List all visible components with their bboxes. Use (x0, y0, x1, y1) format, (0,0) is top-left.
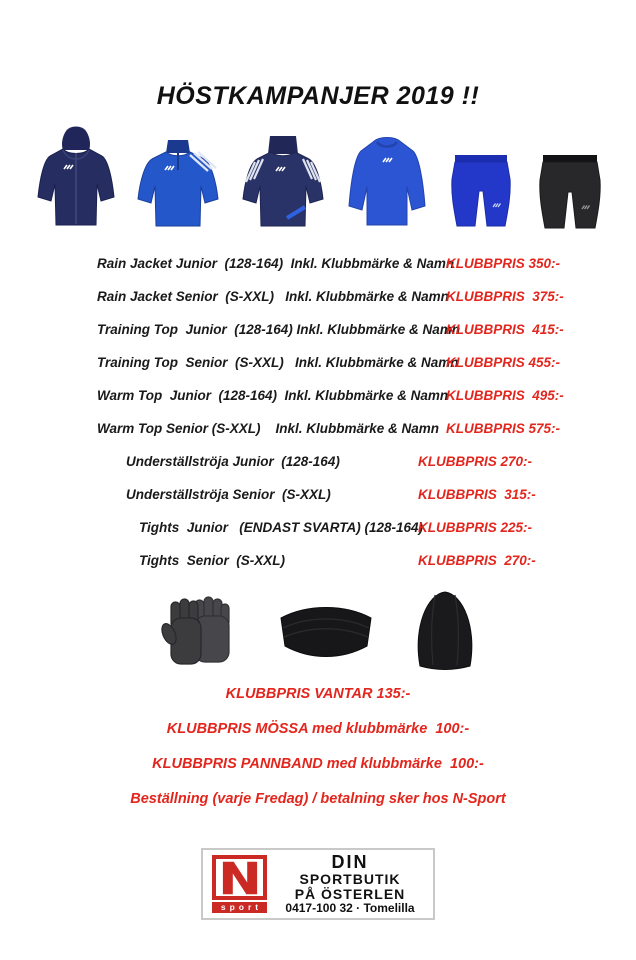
headband-image (273, 596, 379, 660)
club-price: KLUBBPRIS 225:- (418, 520, 533, 535)
price-row (0, 478, 636, 511)
rain-jacket-image (30, 126, 122, 233)
promo-line-pannband: KLUBBPRIS PANNBAND med klubbmärke 100:- (152, 756, 484, 772)
club-price: KLUBBPRIS 575:- (446, 421, 561, 436)
item-label: Rain Jacket Junior (128-164) Inkl. Klubbmärke & Namn (97, 256, 455, 271)
price-row (0, 412, 636, 445)
nsport-logo-mark (212, 855, 267, 913)
beanie-image (409, 586, 481, 670)
baselayer-shirt-image (339, 126, 435, 233)
logo-line-phone: 0417-100 32 · Tomelilla (285, 901, 415, 916)
club-price: KLUBBPRIS 415:- (446, 322, 564, 337)
logo-line-din: DIN (331, 851, 369, 872)
club-price: KLUBBPRIS 270:- (418, 553, 536, 568)
price-row (0, 313, 636, 346)
training-top-image (128, 126, 228, 233)
promo-lines (0, 677, 636, 817)
page-title: HÖSTKAMPANJER 2019 !! (156, 82, 480, 110)
price-row (0, 280, 636, 313)
price-row (0, 544, 636, 577)
club-price: KLUBBPRIS 315:- (418, 487, 536, 502)
item-label: Rain Jacket Senior (S-XXL) Inkl. Klubbmärke & Namn (97, 289, 449, 304)
price-row (0, 445, 636, 478)
nsport-logo-text (276, 853, 424, 916)
item-label: Training Top Senior (S-XXL) Inkl. Klubbmärke & Namn (97, 355, 459, 370)
club-price: KLUBBPRIS 495:- (446, 388, 564, 403)
promo-line-vantar: KLUBBPRIS VANTAR 135:- (225, 686, 411, 702)
price-row (0, 247, 636, 280)
item-label: Underställströja Senior (S-XXL) (126, 487, 331, 502)
club-price: KLUBBPRIS 270:- (418, 454, 533, 469)
price-row (0, 346, 636, 379)
nsport-logo (201, 848, 435, 920)
item-label: Underställströja Junior (128-164) (126, 454, 340, 469)
promo-line-ordering: Beställning (varje Fredag) / betalning sker hos N-Sport (130, 791, 506, 807)
item-label: Warm Top Senior (S-XXL) Inkl. Klubbmärke & Namn (97, 421, 440, 436)
warm-top-image (233, 126, 333, 233)
item-label: Tights Junior (ENDAST SVARTA) (128-164) (139, 520, 424, 535)
price-row (0, 511, 636, 544)
product-image-row (30, 126, 612, 233)
item-label: Tights Senior (S-XXL) (139, 553, 286, 568)
n-letter-icon (212, 855, 267, 900)
club-price: KLUBBPRIS 350:- (446, 256, 561, 271)
tights-black-image (528, 153, 612, 233)
accessory-image-row (0, 583, 636, 673)
item-label: Training Top Junior (128-164) Inkl. Klubbmärke & Namn (97, 322, 461, 337)
price-row (0, 379, 636, 412)
club-price: KLUBBPRIS 455:- (446, 355, 561, 370)
promo-line-mossa: KLUBBPRIS MÖSSA med klubbmärke 100:- (166, 721, 470, 737)
logo-line-butik: SPORTBUTIK (299, 871, 401, 888)
item-label: Warm Top Junior (128-164) Inkl. Klubbmärke & Namn (97, 388, 449, 403)
price-list (0, 247, 636, 577)
sport-wordmark: sport (212, 902, 267, 913)
gloves-image (155, 586, 243, 670)
logo-line-osterlen: PÅ ÖSTERLEN (294, 886, 406, 903)
tights-blue-image (440, 153, 522, 231)
club-price: KLUBBPRIS 375:- (446, 289, 564, 304)
